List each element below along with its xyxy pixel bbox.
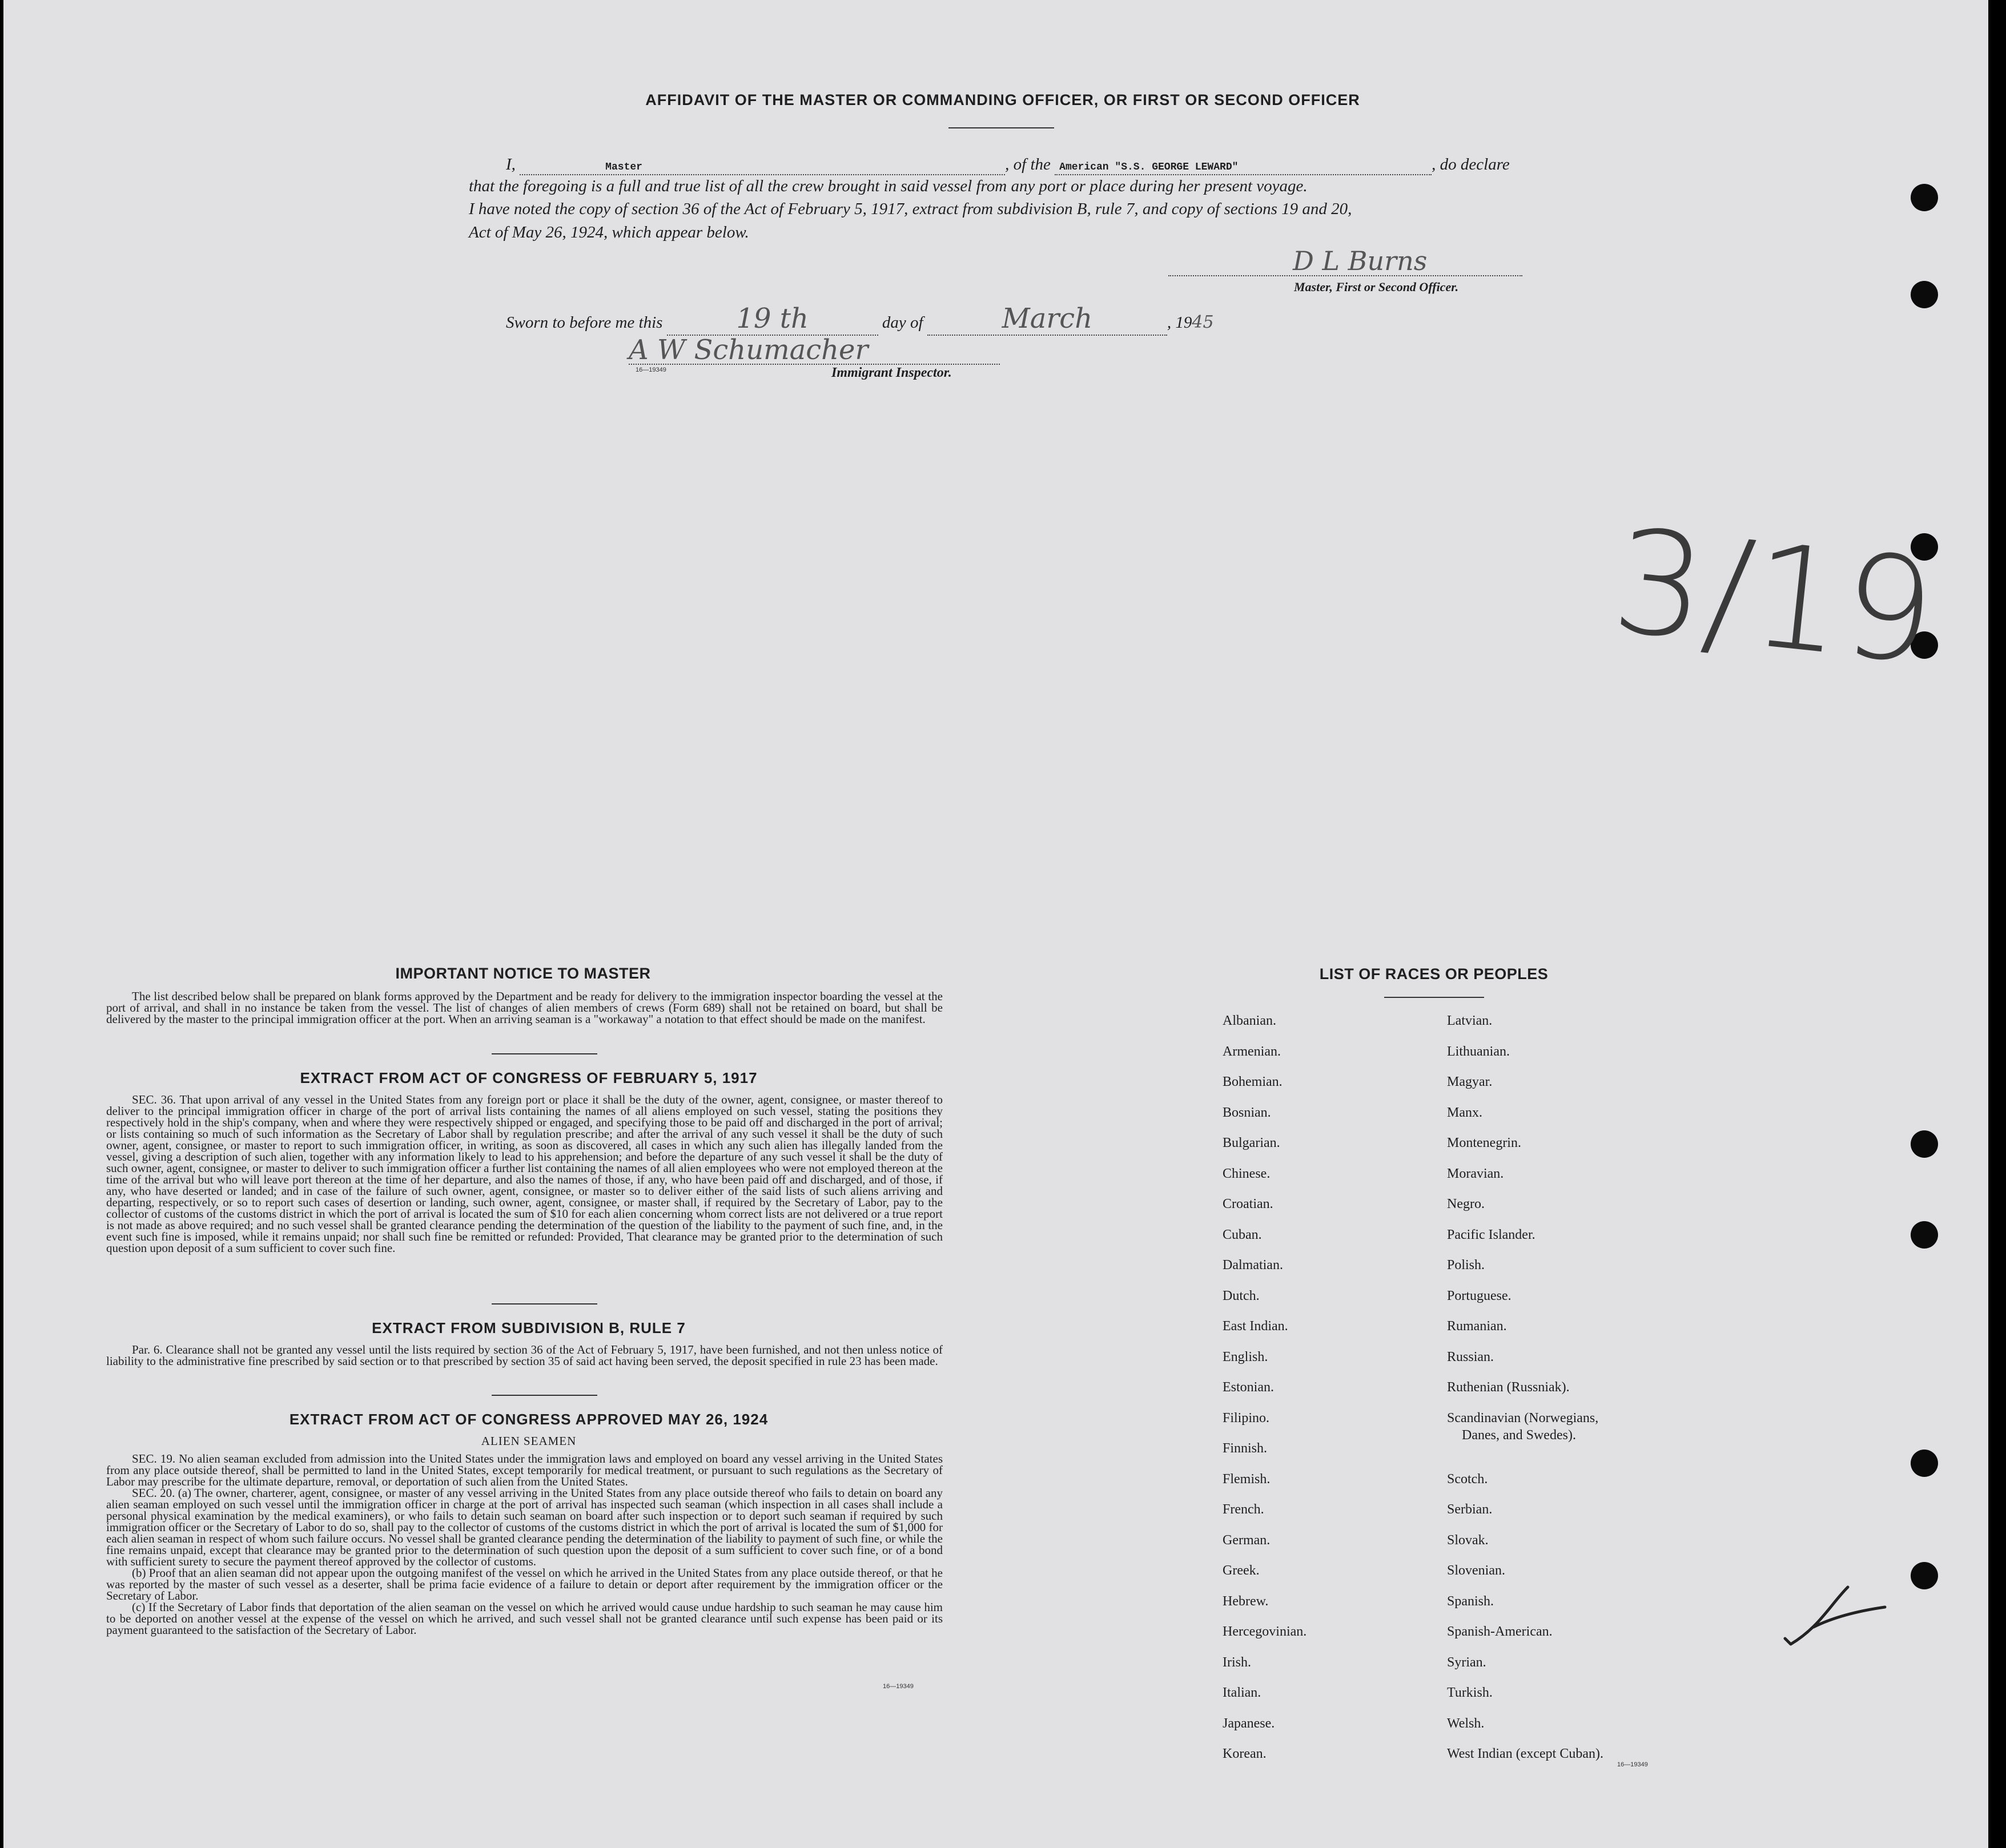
extract-rule7-body: Par. 6. Clearance shall not be granted any vessel until the lists required by section 36 of the Act of February 5, 1917, have been furnished, and not then unless notice of liability to the administrative fine prescribed by said section or to that prescribed by section 35 of said act having been served, the deposit specified in rule 23 has been made. <box>106 1343 943 1368</box>
race-item: Magyar. <box>1447 1074 1493 1089</box>
punch-hole <box>1911 1130 1938 1158</box>
race-item: Irish. <box>1223 1654 1251 1670</box>
race-item: Latvian. <box>1447 1013 1493 1028</box>
race-item: Dutch. <box>1223 1288 1260 1303</box>
race-item: Bulgarian. <box>1223 1136 1280 1150</box>
race-item: Danes, and Swedes). <box>1462 1427 1576 1443</box>
race-item: Manx. <box>1447 1105 1482 1120</box>
divider <box>1384 997 1484 998</box>
i-value: Master <box>605 162 642 173</box>
inspector-caption: Immigrant Inspector. <box>831 365 952 380</box>
affidavit-title: AFFIDAVIT OF THE MASTER OR COMMANDING OFFICER, OR FIRST OR SECOND OFFICER <box>645 91 1360 108</box>
extract-1924-subtitle: ALIEN SEAMEN <box>481 1434 577 1448</box>
sec-20c-paragraph: (c) If the Secretary of Labor finds that deportation of the alien seaman on the vessel on which he arrived would cause undue hardship to such seaman he may cause him to be deported on another vessel at the expense of the vessel on which he arrived, and such vessel shall not be granted clearance until such expense has been paid or its payment guaranteed to the satisfaction of the Secretary of Labor. <box>106 1600 943 1637</box>
extract-rule7-title: EXTRACT FROM SUBDIVISION B, RULE 7 <box>372 1319 686 1336</box>
race-item: Lithuanian. <box>1447 1044 1510 1059</box>
race-item: Ruthenian (Russniak). <box>1447 1380 1570 1395</box>
divider <box>492 1395 597 1396</box>
extract-1924-title: EXTRACT FROM ACT OF CONGRESS APPROVED MAY 26, 1924 <box>289 1411 769 1428</box>
sec-19-paragraph: SEC. 19. No alien seaman excluded from admission into the United States under the immigration laws and employed on board any vessel arriving in the United States from any place outside thereof, shall be permitted to land in the United States, except temporarily for medical treatment, or pursuant to such regulations as the Secretary of Labor may prescribe for the ultimate departure, removal, or deportation of such alien from the United States. <box>106 1452 943 1488</box>
notice-body: The list described below shall be prepared on blank forms approved by the Department and be ready for delivery to the immigration inspector boarding the vessel at the port of arrival, and shall in no instance be taken from the vessel. The list of changes of alien members of crews (Form 689) shall not be retained on board, but shall be delivered by the master to the principal immigration officer at the port. When an arriving seaman is a "workaway" a notation to that effect should be made on the manifest. <box>106 989 943 1026</box>
race-item: Negro. <box>1447 1197 1485 1211</box>
of-the-label: , of the <box>1005 155 1051 174</box>
race-item: Croatian. <box>1223 1197 1273 1211</box>
race-item: Korean. <box>1223 1746 1267 1761</box>
race-item: Hebrew. <box>1223 1593 1269 1609</box>
sec-20b-paragraph: (b) Proof that an alien seaman did not appear upon the outgoing manifest of the vessel on which he arrived in the United States from any place outside thereof, or that he was reported by the master of such vessel as a deserter, shall be prima facie evidence of a failure to detain or deport after requirement by the immigration officer or the Secretary of Labor. <box>106 1566 943 1603</box>
divider <box>492 1303 597 1305</box>
year-suffix: 45 <box>1192 312 1214 332</box>
notice-title: IMPORTANT NOTICE TO MASTER <box>395 965 651 982</box>
sworn-day: 19 th <box>736 303 809 335</box>
form-number: 16—19349 <box>1617 1761 1648 1768</box>
races-title: LIST OF RACES OR PEOPLES <box>1319 965 1549 983</box>
race-item: Russian. <box>1447 1349 1494 1364</box>
race-item: Hercegovinian. <box>1223 1624 1307 1639</box>
race-item: Syrian. <box>1447 1654 1486 1670</box>
affidavit-line4: Act of May 26, 1924, which appear below. <box>469 223 749 241</box>
check-mark-icon <box>1779 1553 1888 1656</box>
inspector-signature: A W Schumacher <box>629 334 869 366</box>
race-item: English. <box>1223 1349 1268 1364</box>
sworn-label: Sworn to before me this <box>506 313 663 332</box>
race-item: French. <box>1223 1502 1264 1517</box>
race-item: Moravian. <box>1447 1166 1504 1181</box>
race-item: Estonian. <box>1223 1380 1274 1395</box>
i-field <box>520 155 1005 175</box>
sworn-month: March <box>1002 303 1093 335</box>
sworn-day-field <box>667 303 878 336</box>
race-item: Italian. <box>1223 1685 1261 1700</box>
sec-20a-paragraph: SEC. 20. (a) The owner, charterer, agent, consignee, or master of any vessel arriving in the United States from any place outside thereof who fails to detain on board any alien seaman employed on such vessel until the immigration officer in charge at the port of arrival has inspected such seaman (which inspection in all cases shall include a personal physical examination by the medical examiners), or who fails to detain such seaman on board after such inspection or to deport such seaman if required by such immigration officer or the Secretary of Labor to do so, shall pay to the collector of customs of the customs district in which the port of arrival is located the sum of $1,000 for each alien seaman in respect of whom such failure occurs. No vessel shall be granted clearance pending the determination of the liability to payment of such fine, or while the fine remains unpaid, except that clearance may be granted prior to the determination of such question upon the deposit of a sum sufficient to cover such fine, or of a bond with sufficient surety to secure the payment thereof approved by the collector of customs. <box>106 1486 943 1568</box>
day-of-label: day of <box>882 313 923 332</box>
extract-1917-title: EXTRACT FROM ACT OF CONGRESS OF FEBRUARY 5, 1917 <box>300 1069 758 1086</box>
race-item: German. <box>1223 1532 1271 1548</box>
race-item: Portuguese. <box>1447 1288 1511 1303</box>
declare-label: , do declare <box>1432 155 1510 174</box>
sworn-month-field <box>927 303 1167 336</box>
vessel-value: American "S.S. GEORGE LEWARD" <box>1059 162 1239 173</box>
race-item: East Indian. <box>1223 1319 1288 1334</box>
divider <box>492 1053 597 1054</box>
master-signature-line <box>1168 275 1522 276</box>
punch-hole <box>1911 1450 1938 1477</box>
extract-1924-body <box>106 1453 943 1636</box>
race-item: Scandinavian (Norwegians, <box>1447 1410 1599 1426</box>
affidavit-line2: that the foregoing is a full and true list of all the crew brought in said vessel from any port or place during her present voyage. <box>469 177 1308 195</box>
divider <box>948 127 1054 128</box>
race-item: Pacific Islander. <box>1447 1227 1535 1242</box>
vessel-field <box>1055 155 1432 175</box>
race-item: Cuban. <box>1223 1227 1262 1242</box>
races-column-2 <box>1447 1013 1603 1777</box>
punch-hole <box>1911 184 1938 211</box>
races-column-1 <box>1223 1013 1306 1777</box>
race-item: Armenian. <box>1223 1044 1281 1059</box>
race-item: Spanish. <box>1447 1593 1494 1609</box>
race-item: Dalmatian. <box>1223 1258 1283 1273</box>
i-label: I, <box>506 155 516 174</box>
race-item: Spanish-American. <box>1447 1624 1553 1639</box>
race-item: Flemish. <box>1223 1471 1271 1487</box>
handwritten-date: 3/19 <box>1606 497 1943 696</box>
race-item: Albanian. <box>1223 1013 1276 1028</box>
race-item: Bohemian. <box>1223 1074 1283 1089</box>
extract-1917-body: SEC. 36. That upon arrival of any vessel in the United States from any foreign port or place it shall be the duty of the owner, agent, consignee, or master thereof to deliver to the principal immigration officer in charge of the port of arrival lists containing the names of all aliens employed on such vessel, stating the positions they respectively hold in the ship's company, when and where they were respectively shipped or engaged, and specifying those to be paid off and discharged in the port of arrival; or lists containing so much of such information as the Secretary of Labor shall by regulation prescribe; and after the arrival of any such vessel it shall be the duty of such owner, agent, consignee, or master to report to such immigration officer, in writing, as soon as discovered, all cases in which any such alien has illegally landed from the vessel, giving a description of such alien, together with any information likely to lead to his apprehension; and before the departure of any such vessel it shall be the duty of such owner, agent, consignee, or master to deliver to such immigration officer a further list containing the names of all alien employees who were not employed thereon at the time of the arrival but who will leave port thereon at the time of her departure, and also the names of those, if any, who have been paid off and discharged, and of those, if any, who have deserted or landed; and in case of the failure of such owner, agent, consignee, or master so to deliver either of the said lists of such aliens arriving and departing, respectively, or so to report such cases of desertion or landing, such owner, agent, consignee, or master shall, if required by the Secretary of Labor, pay to the collector of customs of the customs district in which the port of arrival is located the sum of $10 for each alien concerning whom correct lists are not delivered or a true report is not made as above required; and no such vessel shall be granted clearance pending the determination of the question of the liability to the payment of such fine, and, in the event such fine is imposed, while it remains unpaid; nor shall such fine be remitted or refunded: Provided, That clearance may be granted prior to the determination of such question upon deposit of a sum sufficient to cover such fine. <box>106 1093 943 1255</box>
form-number: 16—19349 <box>883 1683 914 1690</box>
master-caption: Master, First or Second Officer. <box>1294 280 1459 294</box>
inspector-signature-line <box>629 364 1000 365</box>
race-item: Welsh. <box>1447 1716 1485 1731</box>
race-item: Chinese. <box>1223 1166 1271 1181</box>
punch-hole <box>1911 1562 1938 1589</box>
race-item: Scotch. <box>1447 1471 1488 1487</box>
race-item: Polish. <box>1447 1258 1485 1273</box>
year-prefix: , 19 <box>1167 313 1192 332</box>
race-item: Montenegrin. <box>1447 1136 1521 1150</box>
master-signature: D L Burns <box>1293 245 1428 276</box>
race-item: Rumanian. <box>1447 1319 1507 1334</box>
race-item: Bosnian. <box>1223 1105 1271 1120</box>
affidavit-line1 <box>506 155 1545 175</box>
race-item: Finnish. <box>1223 1441 1268 1456</box>
form-number: 16—19349 <box>636 367 666 373</box>
document-page <box>3 0 1988 1848</box>
race-item: Filipino. <box>1223 1410 1270 1426</box>
affidavit-line3: I have noted the copy of section 36 of the Act of February 5, 1917, extract from subdivision B, rule 7, and copy of sections 19 and 20, <box>469 200 1352 218</box>
race-item: Slovak. <box>1447 1532 1489 1548</box>
race-item: West Indian (except Cuban). <box>1447 1746 1603 1761</box>
punch-hole <box>1911 1221 1938 1249</box>
race-item: Slovenian. <box>1447 1563 1505 1578</box>
punch-hole <box>1911 281 1938 308</box>
race-item: Japanese. <box>1223 1716 1275 1731</box>
race-item: Serbian. <box>1447 1502 1493 1517</box>
sworn-line <box>506 303 1214 336</box>
race-item: Greek. <box>1223 1563 1260 1578</box>
race-item: Turkish. <box>1447 1685 1493 1700</box>
